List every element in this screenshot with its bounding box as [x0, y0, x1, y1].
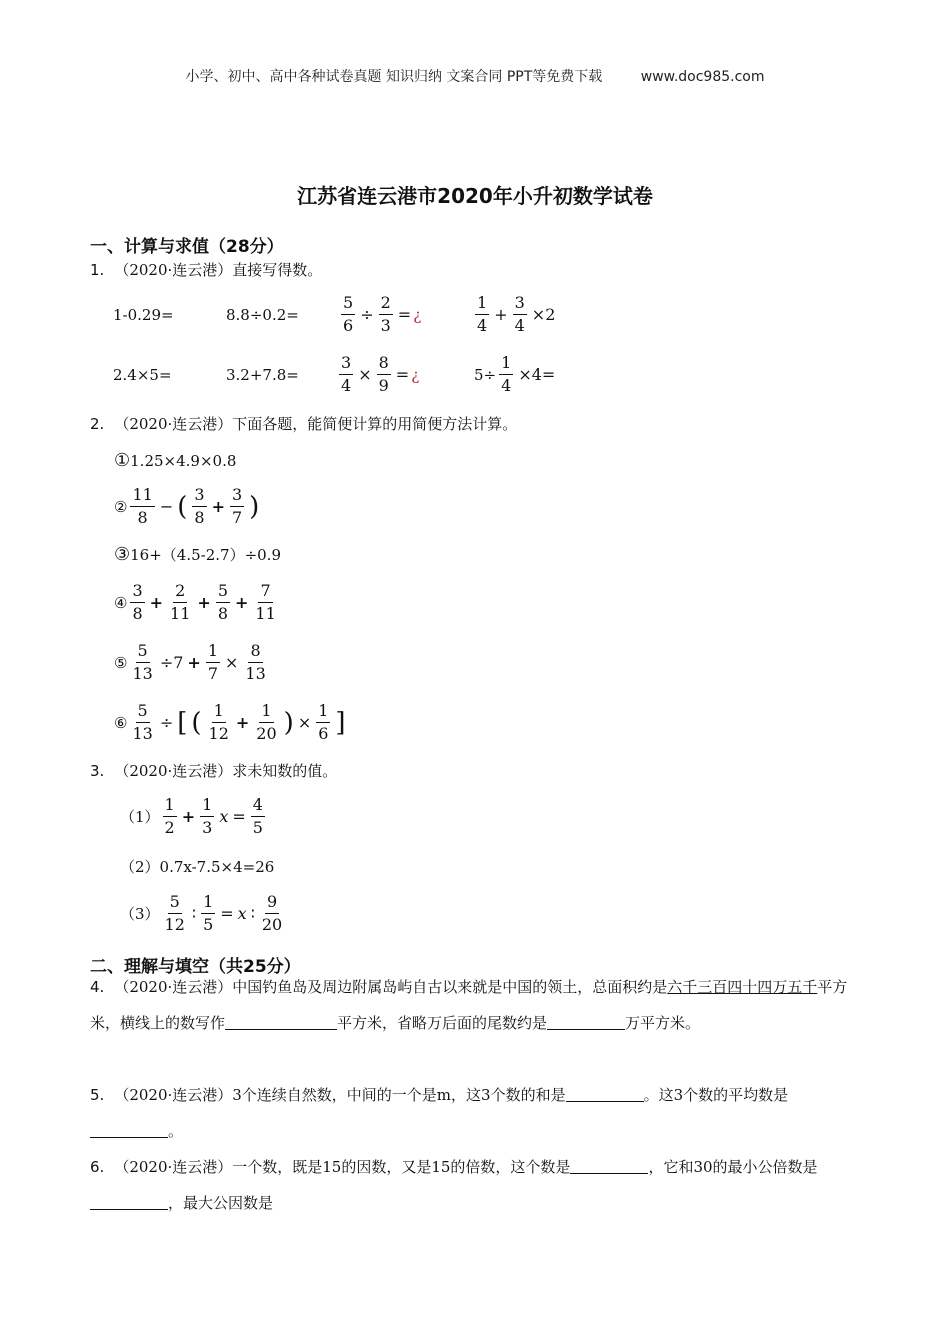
fraction: $\frac{3}{4}$ [514, 293, 525, 335]
fraction: $\frac{2}{3}$ [380, 293, 391, 335]
answer-blank[interactable] [90, 1121, 168, 1138]
q1-item-f: 3.2+7.8= [226, 366, 299, 384]
q1-item-g: $\frac{3}{4}$ × $\frac{8}{9}$ = ¿ [341, 353, 420, 395]
fraction: $\frac{5}{8}$ [217, 581, 228, 623]
q3-equation-2: （2） 0.7x-7.5×4=26 [120, 857, 275, 876]
question-6: 6. （2020·连云港）一个数，既是15的因数，又是15的倍数，这个数是 ，它和30的最小公倍数是，最大公因数是 [90, 1158, 818, 1212]
question-1 [90, 259, 322, 280]
q2-item-4: ④ $\frac{3}{8}$ + $\frac{2}{11}$ + $\frac{5}{8}$ + $\frac{7}{11}$ [114, 581, 276, 623]
fraction: $\frac{5}{12}$ [164, 892, 185, 934]
q2-item-2: ② $\frac{11}{8}$ − ( $\frac{3}{8}$ + $\frac{3}{7}$ ) [114, 485, 260, 527]
answer-blank[interactable] [570, 1157, 648, 1174]
question-4: 4. （2020·连云港）中国钓鱼岛及周边附属岛屿自古以来就是中国的领土，总面积约是六千三百四十四万五千平方米，横线上的数写作 平方米，省略万后面的尾数约是 万平方米。 [90, 978, 848, 1032]
fraction: $\frac{3}{8}$ [132, 581, 143, 623]
q2-item-1: ① 1.25×4.9×0.8 [114, 450, 237, 471]
fraction: $\frac{11}{8}$ [132, 485, 153, 527]
q1-item-e: 2.4×5= [113, 366, 172, 384]
fraction: $\frac{8}{13}$ [245, 641, 266, 683]
fraction: $\frac{3}{4}$ [341, 353, 352, 395]
question-text: （2020·连云港）求未知数的值。 [114, 762, 338, 780]
question-2 [90, 413, 517, 434]
q3-equation-1: （1） $\frac{1}{2}$ + $\frac{1}{3}$ x = $\frac{4}{5}$ [120, 795, 263, 837]
fraction: $\frac{5}{6}$ [343, 293, 354, 335]
fraction: $\frac{1}{12}$ [208, 701, 229, 743]
answer-blank[interactable] [547, 1013, 625, 1030]
question-text: （2020·连云港）下面各题，能简便计算的用简便方法计算。 [114, 415, 518, 433]
answer-blank[interactable] [225, 1013, 337, 1030]
q2-item-5: ⑤ $\frac{5}{13}$ ÷7 + $\frac{1}{7}$ × $\frac{8}{13}$ [114, 641, 266, 683]
q1-item-d: $\frac{1}{4}$ + $\frac{3}{4}$ ×2 [477, 293, 556, 335]
fraction: $\frac{1}{2}$ [164, 795, 175, 837]
section-1-heading: 一、计算与求值（28分） [90, 237, 284, 257]
question-number: 2. [90, 415, 105, 433]
fraction: $\frac{9}{20}$ [261, 892, 283, 934]
fraction: $\frac{3}{8}$ [194, 485, 205, 527]
fraction: $\frac{1}{5}$ [203, 892, 214, 934]
question-number: 1. [90, 261, 105, 279]
question-3 [90, 760, 337, 781]
fraction: $\frac{5}{13}$ [132, 641, 153, 683]
fraction: $\frac{8}{9}$ [378, 353, 389, 395]
answer-blank[interactable] [566, 1085, 644, 1102]
fraction: $\frac{1}{20}$ [256, 701, 277, 743]
q2-item-6: ⑥ $\frac{5}{13}$ ÷ [ ( $\frac{1}{12}$ + $\frac{1}{20}$ ) × $\frac{1}{6}$ ] [114, 701, 346, 743]
fraction: $\frac{1}{6}$ [318, 701, 329, 743]
question-text: （2020·连云港）直接写得数。 [114, 261, 323, 279]
fraction: $\frac{4}{5}$ [252, 795, 263, 837]
fraction: $\frac{1}{4}$ [477, 293, 488, 335]
q3-equation-3: （3） $\frac{5}{12}$ ∶ $\frac{1}{5}$ = x ∶ $\frac{9}{20}$ [120, 892, 283, 934]
q2-item-3: ③ 16+（4.5-2.7）÷0.9 [114, 544, 281, 565]
fraction: $\frac{1}{7}$ [207, 641, 218, 683]
question-number: 3. [90, 762, 105, 780]
fraction: $\frac{1}{3}$ [202, 795, 213, 837]
page-header [0, 66, 950, 86]
answer-blank[interactable] [90, 1193, 168, 1210]
header-url[interactable]: www.doc985.com [640, 69, 765, 85]
fraction: $\frac{7}{11}$ [255, 581, 276, 623]
q1-item-h: 5÷ $\frac{1}{4}$ ×4= [474, 353, 556, 395]
underlined-number: 六千三百四十四万五千 [667, 978, 818, 996]
fraction: $\frac{3}{7}$ [231, 485, 243, 527]
header-text: 小学、初中、高中各种试卷真题 知识归纳 文案合同 PPT等免费下载 [185, 69, 603, 85]
q1-item-c: $\frac{5}{6}$ ÷ $\frac{2}{3}$ = ¿ [343, 293, 422, 335]
page-title: 江苏省连云港市2020年小升初数学试卷 [297, 184, 653, 208]
fraction: $\frac{2}{11}$ [170, 581, 191, 623]
q1-item-a: 1-0.29= [113, 306, 174, 324]
section-2-heading: 二、理解与填空（共25分） [90, 957, 301, 977]
q1-item-b: 8.8÷0.2= [226, 306, 299, 324]
question-5: 5. （2020·连云港）3个连续自然数，中间的一个是m，这3个数的和是 。这3个数的平均数是。 [90, 1086, 789, 1140]
fraction: $\frac{1}{4}$ [501, 353, 512, 395]
fraction: $\frac{5}{13}$ [132, 701, 153, 743]
